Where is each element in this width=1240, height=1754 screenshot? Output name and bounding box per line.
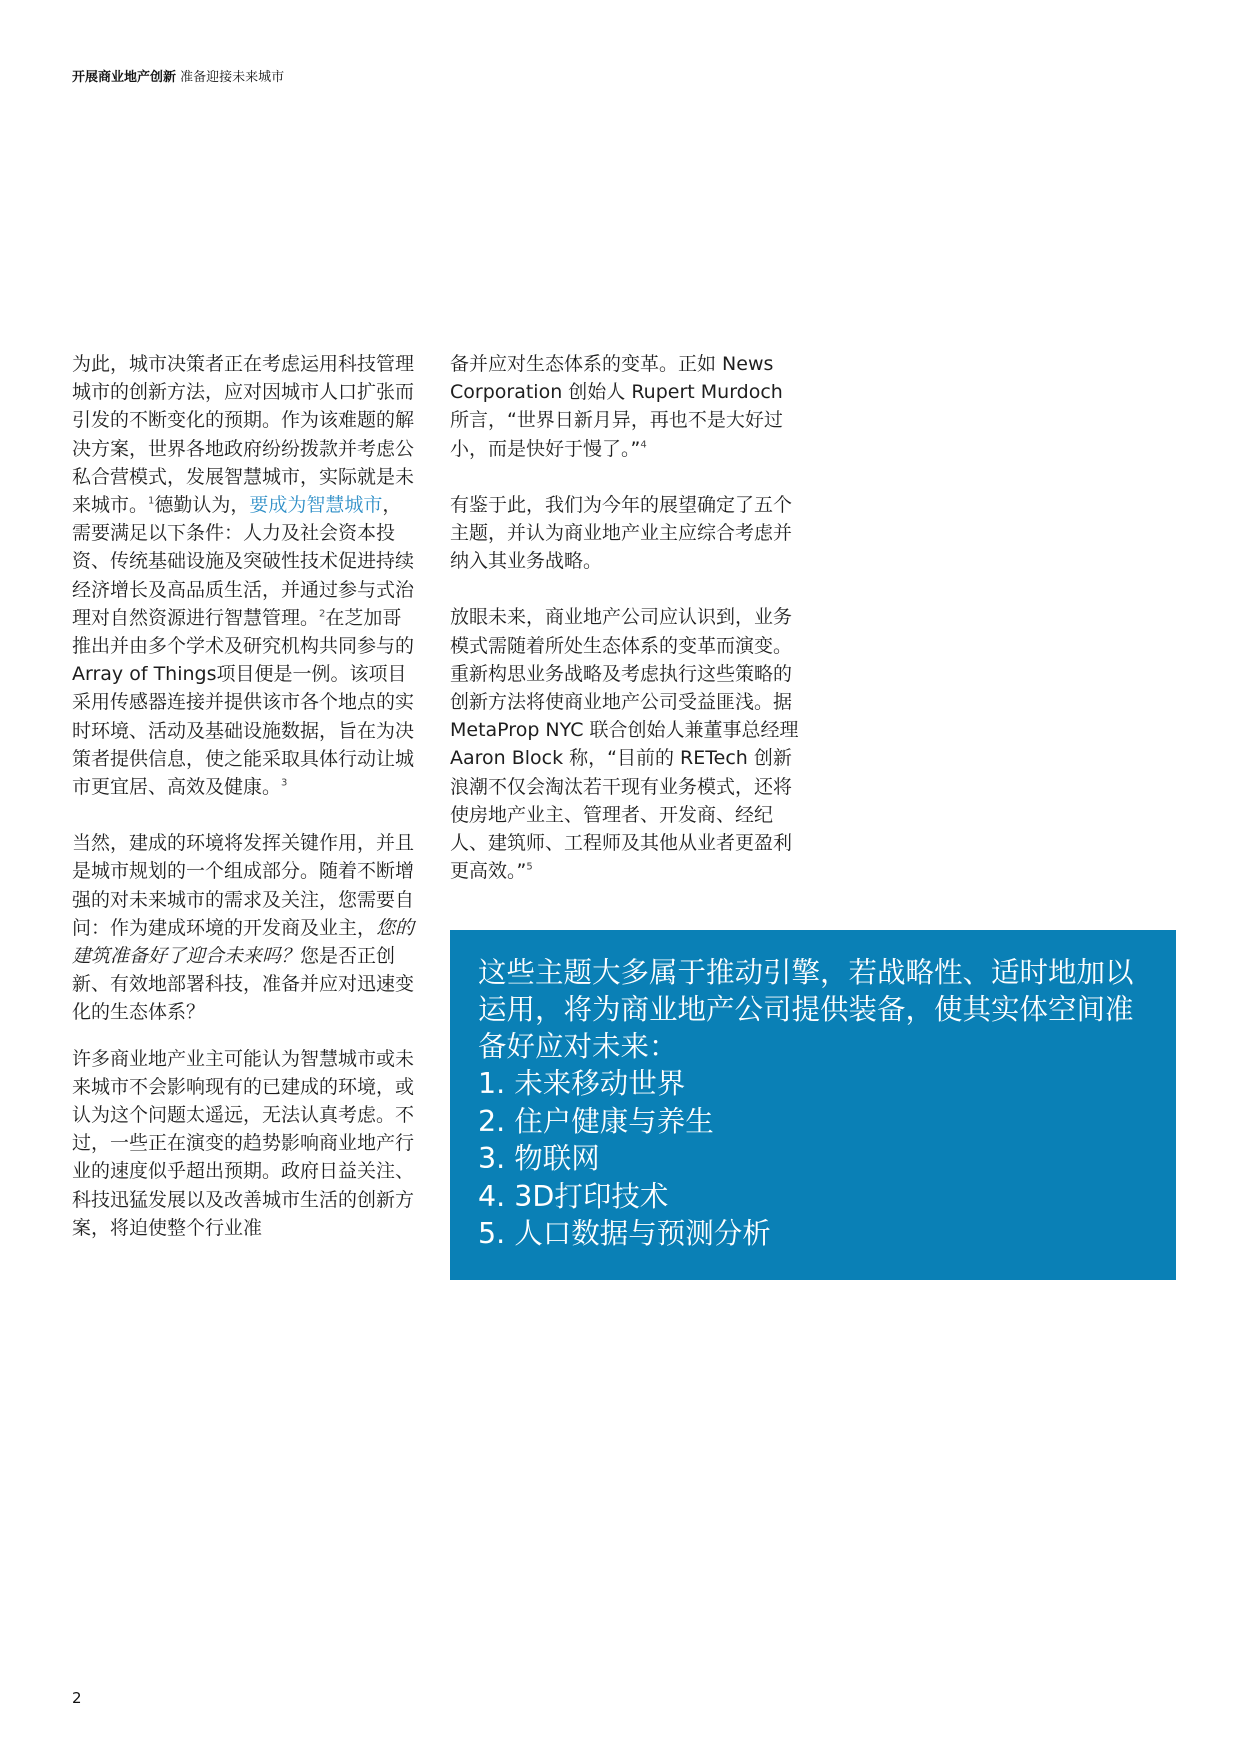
- paragraph: [450, 350, 800, 463]
- header-title: 开展商业地产创新: [72, 70, 177, 85]
- paragraph: 有鉴于此，我们为今年的展望确定了五个主题，并认为商业地产业主应综合考虑并纳入其业务战略。: [450, 493, 793, 573]
- paragraph: [72, 350, 418, 801]
- paragraph: [72, 829, 418, 1026]
- right-column: [450, 350, 800, 885]
- paragraph-text: ，需要满足以下条件：人力及社会资本投资、传统基础设施及突破性技术促进持续经济增长及高品质生活，并通过参与式治理对自然资源进行智慧管理。: [72, 494, 415, 629]
- header-subtitle: 准备迎接未来城市: [180, 70, 285, 85]
- list-item: 1. 未来移动世界: [478, 1067, 686, 1100]
- paragraph-text: 您是否正创新、有效地部署科技，准备并应对迅速变化的生态体系？: [72, 945, 415, 1024]
- paragraph: [450, 603, 800, 885]
- footnote-ref[interactable]: 4: [640, 439, 647, 451]
- list-item: 5. 人口数据与预测分析: [478, 1217, 771, 1250]
- callout-intro: 这些主题大多属于推动引擎，若战略性、适时地加以运用，将为商业地产公司提供装备，使其实体空间准备好应对未来：: [478, 956, 1134, 1063]
- smart-city-link[interactable]: 要成为智慧城市: [249, 494, 383, 517]
- paragraph-text: 为此，城市决策者正在考虑运用科技管理城市的创新方法，应对因城市人口扩张而引发的不断变化的预期。作为该难题的解决方案，世界各地政府纷纷拨款并考虑公私合营模式，发展智慧城市，实际就是未来城市。: [72, 353, 415, 517]
- footnote-ref[interactable]: 3: [281, 777, 288, 789]
- list-item: 2. 住户健康与养生: [478, 1104, 714, 1138]
- themes-callout-box: [450, 930, 1176, 1280]
- footnote-ref[interactable]: 1: [148, 495, 155, 507]
- themes-list: [478, 1065, 1156, 1253]
- paragraph-text: 备并应对生态体系的变革。正如 News Corporation 创始人 Rupert Murdoch 所言，“世界日新月异，再也不是大好过小，而是快好于慢了。”: [450, 353, 783, 460]
- paragraph-text: 在芝加哥推出并由多个学术及研究机构共同参与的Array of Things项目便是一例。该项目采用传感器连接并提供该市各个地点的实时环境、活动及基础设施数据，旨在为决策者提供信息，使之能采取具体行动让城市更宜居、高效及健康。: [72, 606, 415, 799]
- page-number: 2: [72, 1689, 82, 1707]
- left-column: [72, 350, 418, 1242]
- footnote-ref[interactable]: 5: [526, 861, 533, 873]
- paragraph: 许多商业地产业主可能认为智慧城市或未来城市不会影响现有的已建成的环境，或认为这个问题太遥远，无法认真考虑。不过，一些正在演变的趋势影响商业地产行业的速度似乎超出预期。政府日益关注、科技迅猛发展以及改善城市生活的创新方案，将迫使整个行业准: [72, 1047, 415, 1239]
- emphasis-question: 您的建筑准备好了迎合未来吗？: [72, 916, 415, 968]
- paragraph-text: 当然，建成的环境将发挥关键作用，并且是城市规划的一个组成部分。随着不断增强的对未来城市的需求及关注，您需要自问：作为建成环境的开发商及业主，: [72, 832, 415, 939]
- list-item: 3. 物联网: [478, 1142, 600, 1175]
- list-item: 4. 3D打印技术: [478, 1179, 669, 1213]
- paragraph-text: 放眼未来，商业地产公司应认识到，业务模式需随着所处生态体系的变革而演变。重新构思业务战略及考虑执行这些策略的创新方法将使商业地产公司受益匪浅。据 MetaProp NYC 联合创始人兼董事总经理 Aaron Block 称，“目前的 RETech 创新浪潮不仅会淘汰若干现有业务模式，还将使房地产业主、管理者、开发商、经纪人、建筑师、工程师及其他从业者更盈利更高效。”: [450, 606, 799, 883]
- footnote-ref[interactable]: 2: [319, 608, 326, 620]
- paragraph-text: 德勤认为，: [154, 494, 250, 517]
- running-header: [72, 70, 284, 86]
